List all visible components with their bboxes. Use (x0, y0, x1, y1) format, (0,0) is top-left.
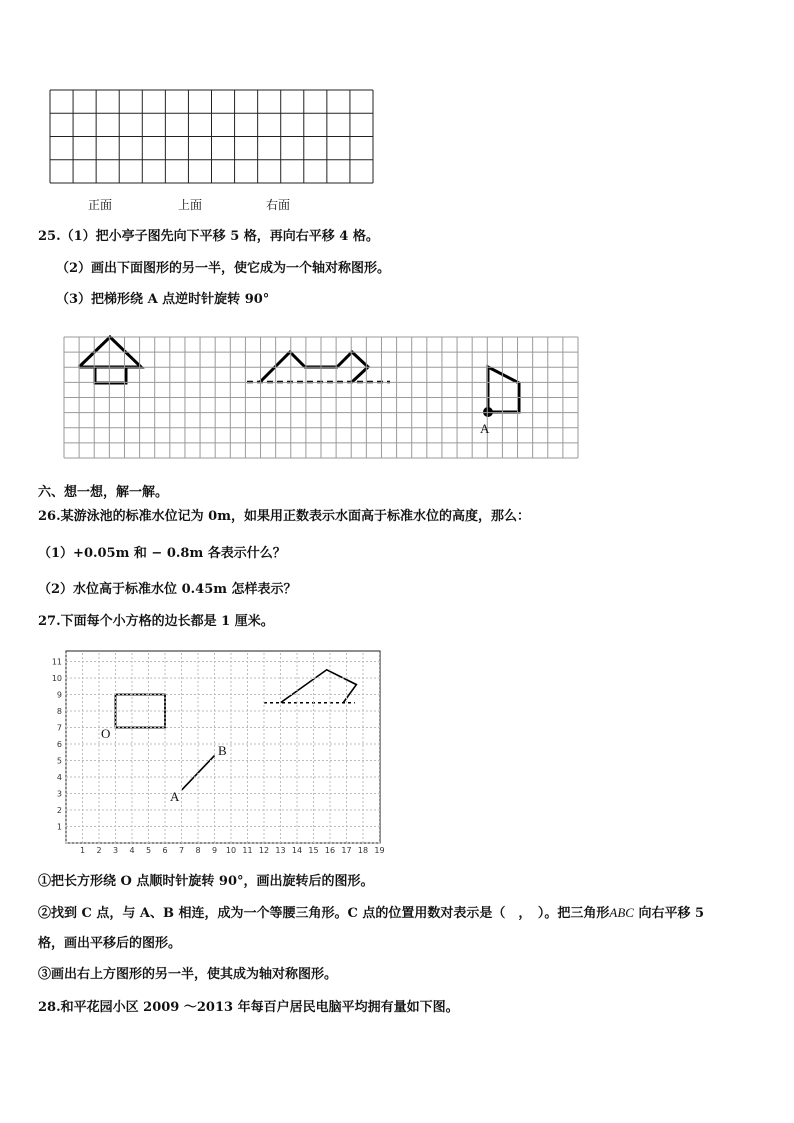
y-tick-label: 9 (56, 690, 62, 700)
y-tick-label: 11 (51, 657, 62, 667)
x-tick-label: 12 (258, 846, 270, 855)
triangle-abc: ABC (609, 905, 634, 920)
x-tick-label: 10 (225, 846, 237, 855)
view-label-top: 上面 (178, 198, 203, 212)
x-tick-label: 18 (357, 846, 369, 855)
x-tick-label: 9 (211, 846, 218, 855)
point-a-label: A (480, 421, 490, 436)
x-tick-label: 3 (112, 846, 119, 855)
x-tick-label: 6 (162, 846, 168, 855)
y-tick-label: 2 (56, 806, 62, 815)
y-tick-label: 1 (56, 822, 62, 832)
y-tick-label: 8 (56, 707, 62, 716)
y-tick-label: 5 (56, 756, 62, 766)
point-b-label: B (218, 743, 227, 758)
x-tick-label: 2 (96, 846, 102, 855)
y-tick-label: 6 (56, 740, 62, 749)
q25-part1: 25.（1）把小亭子图先向下平移 5 格，再向右平移 4 格。 (38, 229, 379, 244)
x-tick-label: 11 (242, 846, 253, 855)
q27-item3: ③画出右上方图形的另一半，使其成为轴对称图形。 (38, 967, 338, 982)
q26-text: 26.某游泳池的标准水位记为 0m，如果用正数表示水面高于标准水位的高度，那么： (38, 509, 530, 524)
q25-part2: （2）画出下面图形的另一半，使它成为一个轴对称图形。 (56, 261, 391, 276)
q27-item1: ①把长方形绕 O 点顺时针旋转 90°，画出旋转后的图形。 (38, 874, 374, 889)
x-tick-label: 7 (178, 846, 185, 855)
x-tick-label: 13 (275, 846, 286, 855)
y-tick-label: 7 (56, 723, 62, 733)
q26-part2: （2）水位高于标准水位 0.45m 怎样表示？ (38, 582, 297, 597)
y-tick-label: 4 (56, 773, 62, 782)
x-tick-label: 15 (308, 846, 319, 855)
q25-part3: （3）把梯形绕 A 点逆时针旋转 90° (56, 292, 270, 307)
q26-part1: （1）+0.05m 和 − 0.8m 各表示什么？ (38, 546, 286, 561)
x-tick-label: 4 (129, 846, 135, 855)
view-label-right: 右面 (266, 198, 291, 212)
q27-text: 27.下面每个小方格的边长都是 1 厘米。 (38, 614, 274, 629)
q27-item2: ②找到 C 点，与 A、B 相连，成为一个等腰三角形。C 点的位置用数对表示是（ ， ）。把三角形ABC 向右平移 5 (38, 905, 705, 921)
x-tick-label: 14 (291, 846, 303, 855)
x-tick-label: 17 (341, 846, 352, 855)
x-tick-label: 19 (374, 846, 385, 855)
y-tick-label: 10 (51, 674, 62, 683)
section-heading: 六、想一想，解一解。 (38, 485, 169, 500)
y-tick-label: 3 (56, 789, 62, 799)
point-o-label: O (101, 726, 111, 741)
x-tick-label: 16 (324, 846, 336, 855)
point-a-label-q27: A (170, 789, 180, 804)
view-label-front: 正面 (88, 198, 113, 212)
x-tick-label: 8 (195, 846, 201, 855)
q27-item2-cont: 格，画出平移后的图形。 (38, 936, 182, 951)
x-tick-label: 1 (79, 846, 86, 855)
half-figure-q27 (281, 670, 357, 703)
x-tick-label: 5 (145, 846, 152, 855)
q28-text: 28.和平花园小区 2009 ～2013 年每百户居民电脑平均拥有量如下图。 (38, 1000, 459, 1015)
